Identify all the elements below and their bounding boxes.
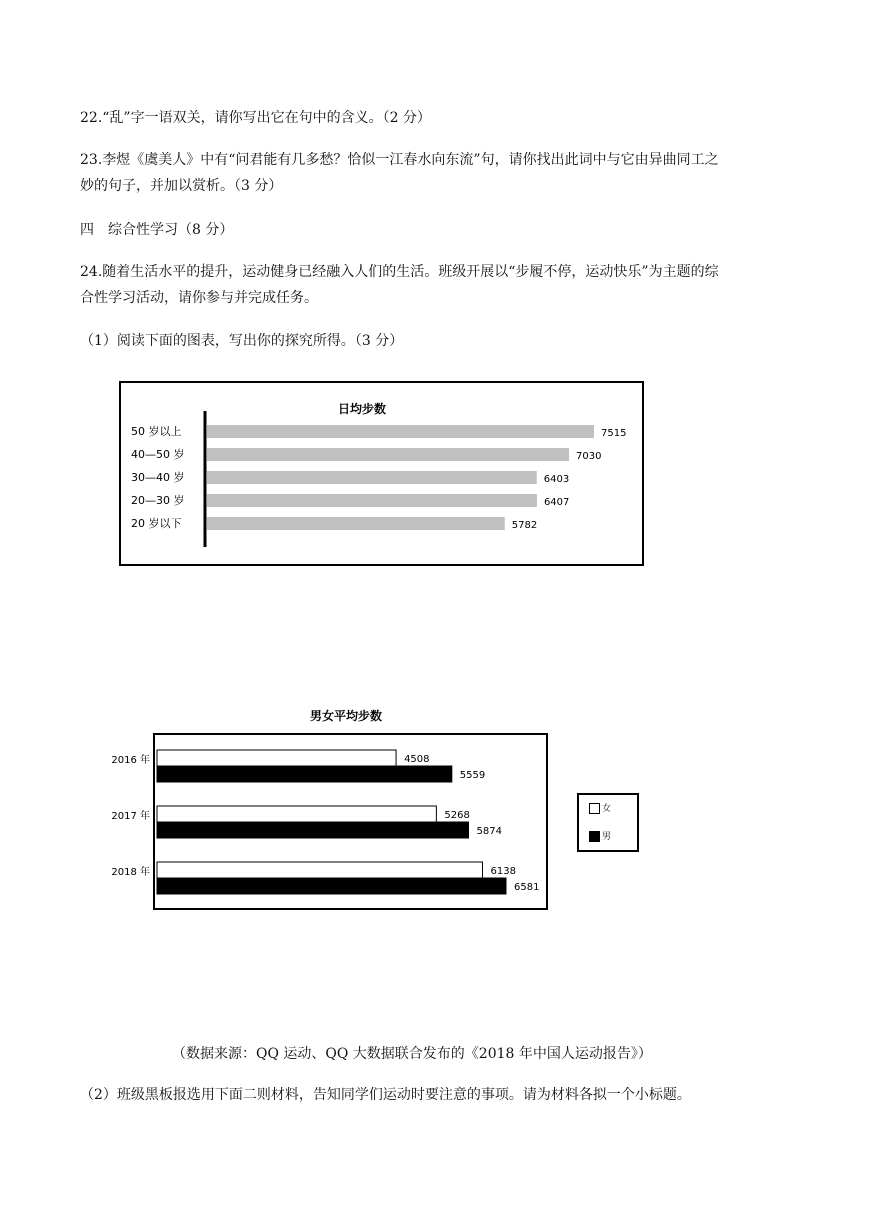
gender-chart-title: 男女平均步数 bbox=[309, 709, 383, 723]
section-4-heading: 四 综合性学习（8 分） bbox=[80, 222, 234, 238]
question-23-line-1: 23.李煜《虞美人》中有“问君能有几多愁？恰似一江春水向东流”句，请你找出此词中与它由异曲同工之 bbox=[80, 152, 719, 168]
question-24-part-2: （2）班级黑板报选用下面二则材料，告知同学们运动时要注意的事项。请为材料各拟一个小标题。 bbox=[80, 1087, 691, 1103]
female-steps-bar bbox=[157, 806, 436, 822]
daily-steps-value-label: 5782 bbox=[511, 520, 538, 531]
legend-swatch-male bbox=[589, 831, 600, 842]
daily-steps-bar bbox=[207, 425, 594, 438]
male-steps-bar bbox=[157, 822, 469, 838]
male-steps-value-label: 5874 bbox=[476, 826, 502, 837]
daily-steps-value-label: 6407 bbox=[543, 497, 570, 508]
daily-steps-value-label: 7030 bbox=[576, 451, 602, 462]
daily-steps-value-label: 6403 bbox=[543, 474, 570, 485]
male-steps-bar bbox=[157, 766, 452, 782]
age-category-label: 50 岁以上 bbox=[131, 425, 182, 438]
question-24-part-1: （1）阅读下面的图表，写出你的探究所得。（3 分） bbox=[80, 333, 404, 349]
male-steps-value-label: 6581 bbox=[514, 882, 540, 893]
female-steps-value-label: 4508 bbox=[404, 754, 430, 765]
question-24-line-2: 合性学习活动，请你参与并完成任务。 bbox=[80, 290, 318, 306]
gender-chart-categories-svg bbox=[104, 733, 154, 913]
age-category-label: 30—40 岁 bbox=[131, 471, 185, 484]
daily-steps-value-label: 7515 bbox=[601, 428, 627, 439]
female-steps-bar bbox=[157, 862, 483, 878]
female-steps-value-label: 5268 bbox=[444, 810, 470, 821]
female-steps-bar bbox=[157, 750, 396, 766]
female-steps-value-label: 6138 bbox=[490, 866, 516, 877]
gender-steps-chart bbox=[153, 733, 548, 910]
question-22: 22.“乱”字一语双关，请你写出它在句中的含义。（2 分） bbox=[80, 110, 431, 126]
legend-label-female: 女 bbox=[602, 804, 612, 814]
year-category-label: 2017 年 bbox=[111, 811, 150, 822]
daily-steps-chart-title: 日均步数 bbox=[337, 402, 387, 416]
daily-steps-chart bbox=[119, 381, 644, 566]
legend-item-female bbox=[589, 803, 611, 815]
daily-steps-chart-svg bbox=[121, 383, 642, 564]
year-category-label: 2016 年 bbox=[111, 755, 150, 766]
age-category-label: 40—50 岁 bbox=[131, 448, 185, 461]
gender-chart-legend bbox=[577, 793, 639, 852]
legend-label-male: 男 bbox=[602, 832, 612, 842]
year-category-label: 2018 年 bbox=[111, 867, 150, 878]
gender-steps-chart-svg bbox=[155, 735, 546, 908]
daily-steps-bar bbox=[207, 471, 537, 484]
age-category-label: 20—30 岁 bbox=[131, 494, 185, 507]
question-24-line-1: 24.随着生活水平的提升，运动健身已经融入人们的生活。班级开展以“步履不停，运动快乐”为主题的综 bbox=[80, 264, 719, 280]
daily-steps-bar bbox=[207, 448, 569, 461]
male-steps-value-label: 5559 bbox=[459, 770, 486, 781]
daily-steps-bar bbox=[207, 494, 537, 507]
male-steps-bar bbox=[157, 878, 506, 894]
daily-steps-bar bbox=[207, 517, 505, 530]
gender-chart-title-svg bbox=[246, 704, 446, 728]
age-category-label: 20 岁以下 bbox=[131, 517, 182, 530]
question-23-line-2: 妙的句子，并加以赏析。（3 分） bbox=[80, 178, 283, 194]
legend-item-male bbox=[589, 831, 611, 843]
legend-swatch-female bbox=[589, 803, 600, 814]
data-source-note: （数据来源：QQ 运动、QQ 大数据联合发布的《2018 年中国人运动报告》） bbox=[172, 1046, 652, 1062]
